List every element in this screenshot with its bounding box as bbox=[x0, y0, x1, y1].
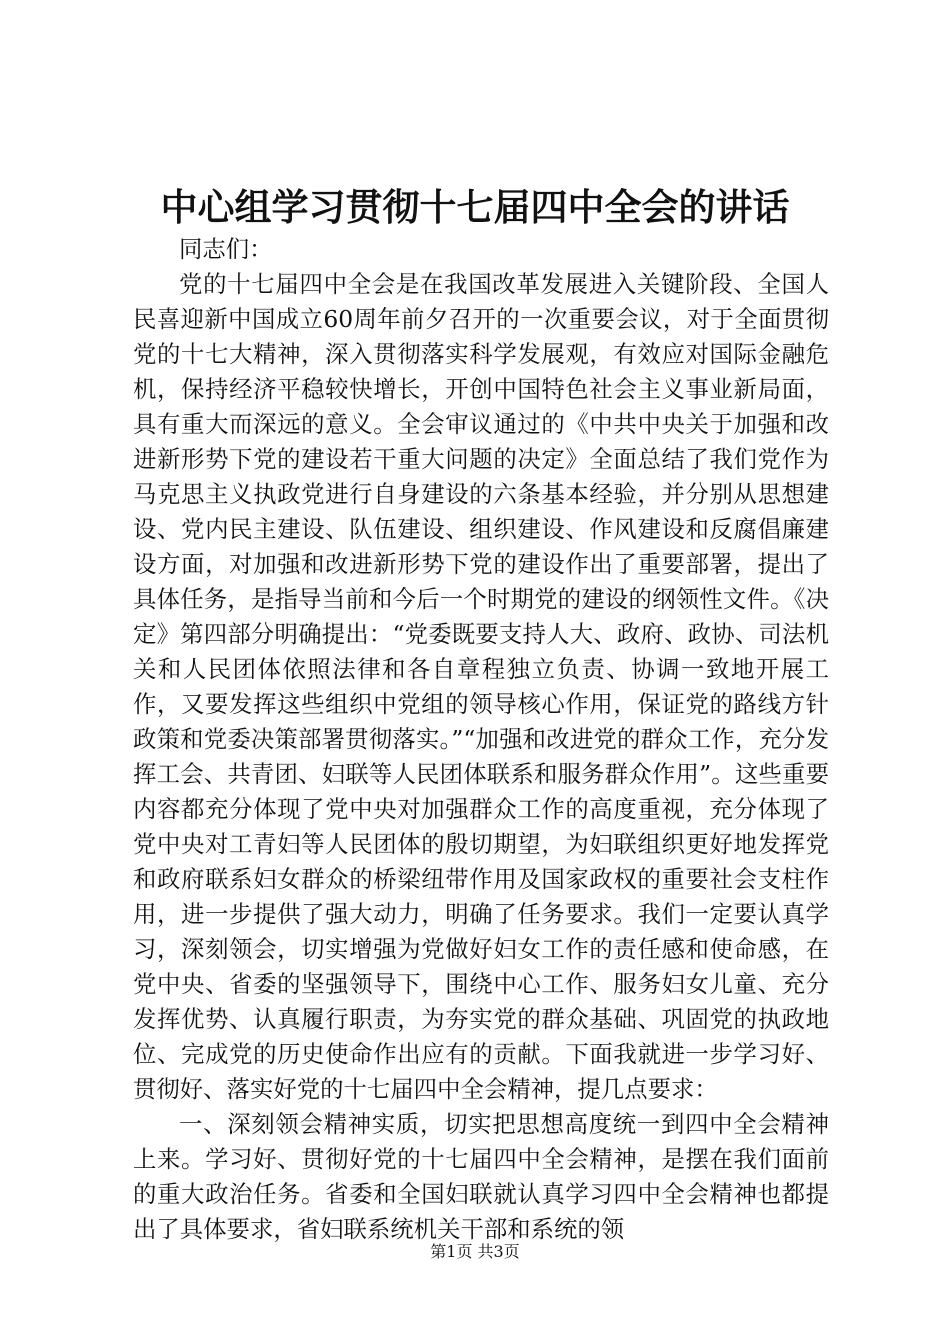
document-title: 中心组学习贯彻十七届四中全会的讲话 bbox=[160, 186, 790, 229]
salutation: 同志们： bbox=[179, 235, 273, 263]
document-body bbox=[133, 232, 829, 1247]
body-paragraph-1: 党的十七届四中全会是在我国改革发展进入关键阶段、全国人民喜迎新中国成立60周年前夕召开的一次重要会议，对于全面贯彻党的十七大精神，深入贯彻落实科学发展观，有效应对国际金融危机，保持经济平稳较快增长，开创中国特色社会主义事业新局面，具有重大而深远的意义。全会审议通过的《中共中央关于加强和改进新形势下党的建设若干重大问题的决定》全面总结了我们党作为马克思主义执政党进行自身建设的六条基本经验，并分别从思想建设、党内民主建设、队伍建设、组织建设、作风建设和反腐倡廉建设方面，对加强和改进新形势下党的建设作出了重要部署，提出了具体任务，是指导当前和今后一个时期党的建设的纲领性文件。《决定》第四部分明确提出：“党委既要支持人大、政府、政协、司法机关和人民团体依照法律和各自章程独立负责、协调一致地开展工作，又要发挥这些组织中党组的领导核心作用，保证党的路线方针政策和党委决策部署贯彻落实。”“加强和改进党的群众工作，充分发挥工会、共青团、妇联等人民团体联系和服务群众作用”。这些重要内容都充分体现了党中央对加强群众工作的高度重视，充分体现了党中央对工青妇等人民团体的殷切期望，为妇联组织更好地发挥党和政府联系妇女群众的桥梁纽带作用及国家政权的重要社会支柱作用，进一步提供了强大动力，明确了任务要求。我们一定要认真学习，深刻领会，切实增强为党做好妇女工作的责任感和使命感，在党中央、省委的坚强领导下，围绕中心工作、服务妇女儿童、充分发挥优势、认真履行职责，为夯实党的群众基础、巩固党的执政地位、完成党的历史使命作出应有的贡献。下面我就进一步学习好、贯彻好、落实好党的十七届四中全会精神，提几点要求： bbox=[133, 270, 829, 1103]
page-number-footer: 第1页 共3页 bbox=[430, 1242, 520, 1261]
body-paragraph-2: 一、深刻领会精神实质，切实把思想高度统一到四中全会精神上来。学习好、贯彻好党的十七届四中全会精神，是摆在我们面前的重大政治任务。省委和全国妇联就认真学习四中全会精神也都提出了具体要求，省妇联系统机关干部和系统的领 bbox=[133, 1110, 829, 1243]
